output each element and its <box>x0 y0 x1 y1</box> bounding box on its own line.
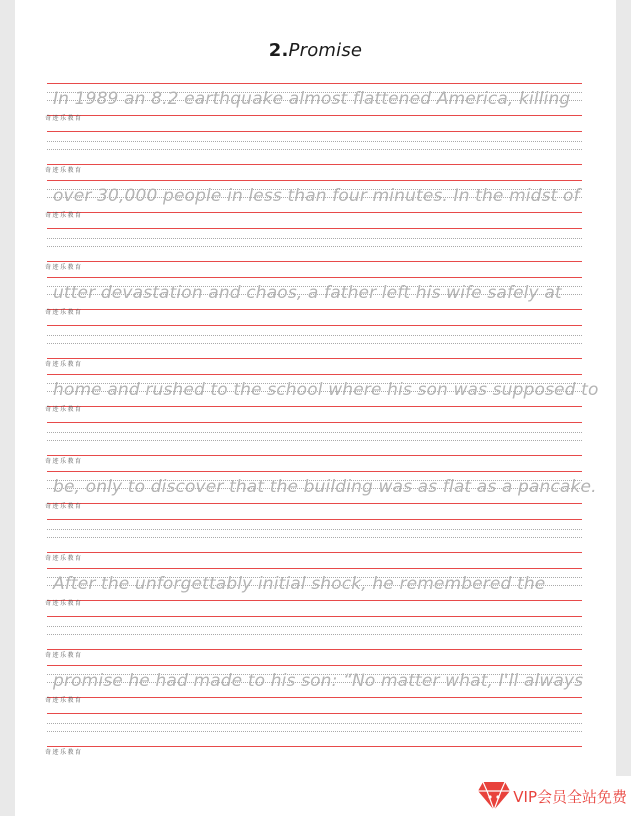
writing-line <box>47 180 582 228</box>
writing-line <box>47 83 582 131</box>
dotted-guide-rule <box>47 723 582 724</box>
red-guide-rule <box>47 131 582 132</box>
dotted-guide-rule <box>47 238 582 239</box>
dotted-guide-rule <box>47 731 582 732</box>
practice-line <box>47 325 582 373</box>
red-guide-rule <box>47 616 582 617</box>
trace-text-line: promise he had made to his son: “No matter what, I'll always <box>53 671 584 691</box>
red-guide-rule <box>47 309 582 310</box>
watermark-label: 奇迹乐教育 <box>45 749 83 756</box>
watermark-label: 奇迹乐教育 <box>45 309 83 316</box>
red-guide-rule <box>47 600 582 601</box>
worksheet-page <box>15 0 616 816</box>
red-guide-rule <box>47 422 582 423</box>
red-guide-rule <box>47 552 582 553</box>
red-guide-rule <box>47 697 582 698</box>
red-guide-rule <box>47 471 582 472</box>
trace-text-line: over 30,000 people in less than four minutes. In the midst of <box>53 186 580 206</box>
dotted-guide-rule <box>47 432 582 433</box>
trace-text-line: After the unforgettably initial shock, he remembered the <box>53 574 546 594</box>
red-guide-rule <box>47 568 582 569</box>
trace-text-line: utter devastation and chaos, a father left his wife safely at <box>53 283 562 303</box>
practice-line <box>47 422 582 470</box>
dotted-guide-rule <box>47 335 582 336</box>
watermark-label: 奇迹乐教育 <box>45 115 83 122</box>
watermark-label: 奇迹乐教育 <box>45 600 83 607</box>
trace-text-line: be, only to discover that the building was as flat as a pancake. <box>53 477 597 497</box>
writing-line <box>47 568 582 616</box>
title-word: Promise <box>288 40 363 61</box>
red-guide-rule <box>47 212 582 213</box>
red-guide-rule <box>47 83 582 84</box>
vip-badge[interactable] <box>459 776 631 816</box>
red-guide-rule <box>47 374 582 375</box>
red-guide-rule <box>47 406 582 407</box>
red-guide-rule <box>47 325 582 326</box>
writing-line <box>47 665 582 713</box>
red-guide-rule <box>47 115 582 116</box>
watermark-label: 奇迹乐教育 <box>45 264 83 271</box>
red-guide-rule <box>47 228 582 229</box>
red-guide-rule <box>47 713 582 714</box>
red-guide-rule <box>47 665 582 666</box>
practice-line <box>47 616 582 664</box>
trace-text-line: In 1989 an 8.2 earthquake almost flattened America, killing <box>53 89 571 109</box>
vip-badge-label: VIP会员全站免费 <box>513 787 627 806</box>
watermark-label: 奇迹乐教育 <box>45 697 83 704</box>
dotted-guide-rule <box>47 343 582 344</box>
red-guide-rule <box>47 180 582 181</box>
watermark-label: 奇迹乐教育 <box>45 555 83 562</box>
page-title <box>15 40 616 61</box>
dotted-guide-rule <box>47 149 582 150</box>
dotted-guide-rule <box>47 529 582 530</box>
writing-line <box>47 277 582 325</box>
red-guide-rule <box>47 277 582 278</box>
practice-line <box>47 713 582 761</box>
title-number: 2. <box>268 40 289 61</box>
dotted-guide-rule <box>47 246 582 247</box>
watermark-label: 奇迹乐教育 <box>45 167 83 174</box>
watermark-label: 奇迹乐教育 <box>45 503 83 510</box>
writing-line <box>45 374 599 422</box>
red-guide-rule <box>47 261 582 262</box>
dotted-guide-rule <box>47 141 582 142</box>
red-guide-rule <box>47 358 582 359</box>
red-guide-rule <box>47 519 582 520</box>
dotted-guide-rule <box>47 537 582 538</box>
red-guide-rule <box>47 164 582 165</box>
practice-line <box>47 519 582 567</box>
trace-text-line: home and rushed to the school where his son was supposed to <box>53 380 599 400</box>
watermark-label: 奇迹乐教育 <box>45 361 83 368</box>
dotted-guide-rule <box>47 440 582 441</box>
red-guide-rule <box>47 503 582 504</box>
watermark-label: 奇迹乐教育 <box>45 212 83 219</box>
red-guide-rule <box>47 746 582 747</box>
red-guide-rule <box>47 455 582 456</box>
practice-line <box>47 131 582 179</box>
writing-line <box>45 471 597 519</box>
diamond-icon <box>477 779 511 813</box>
dotted-guide-rule <box>47 626 582 627</box>
watermark-label: 奇迹乐教育 <box>45 458 83 465</box>
practice-line <box>47 228 582 276</box>
dotted-guide-rule <box>47 634 582 635</box>
red-guide-rule <box>47 649 582 650</box>
watermark-label: 奇迹乐教育 <box>45 652 83 659</box>
watermark-label: 奇迹乐教育 <box>45 406 83 413</box>
